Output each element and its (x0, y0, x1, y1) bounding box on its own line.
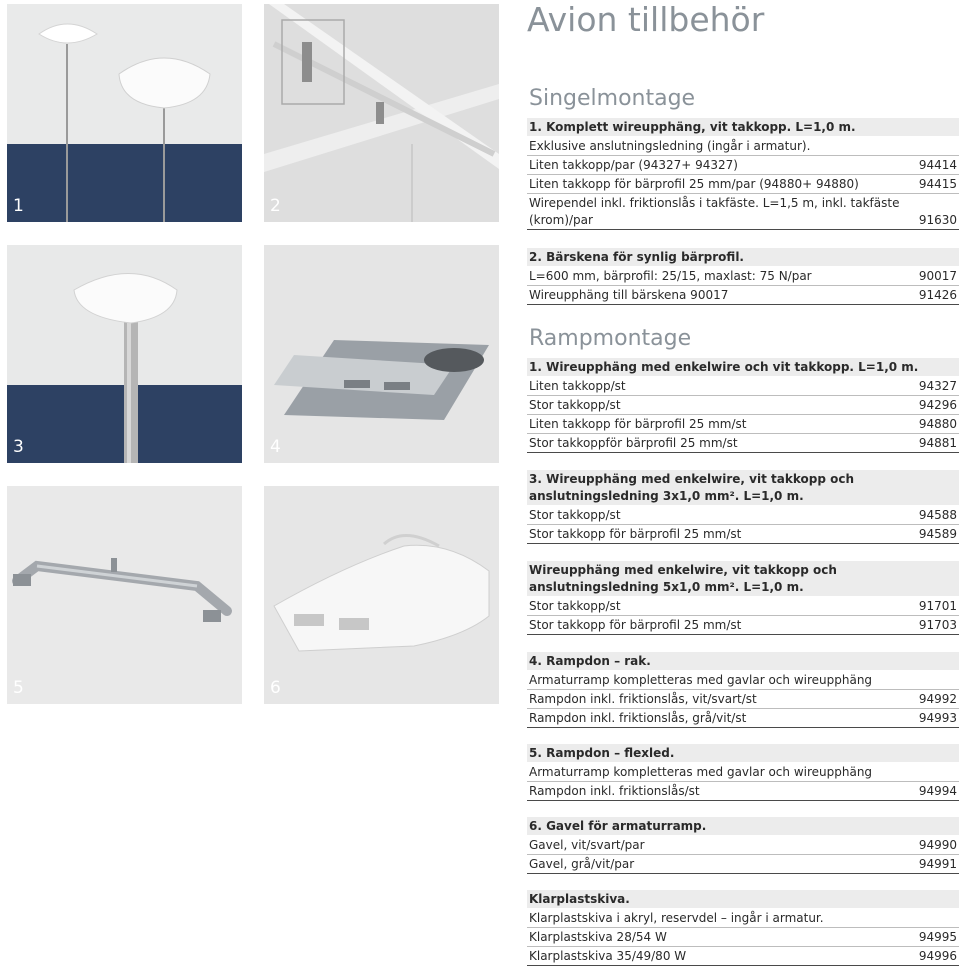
photo-ceiling-rail (264, 4, 499, 222)
article-number: 91426 (918, 288, 957, 302)
article-number: 94992 (918, 692, 957, 706)
article-number: 91701 (918, 599, 957, 613)
photo-ramp-flex (7, 486, 242, 704)
product-group (527, 817, 959, 874)
photo-ramp-straight (264, 245, 499, 463)
group-header: 1. Komplett wireupphäng, vit takkopp. L=1,0 m. (527, 118, 959, 137)
photo-number: 3 (13, 437, 24, 457)
product-group (527, 561, 959, 635)
photo-single-cup (7, 245, 242, 463)
product-row: Rampdon inkl. friktionslås, grå/vit/st 94993 (527, 709, 959, 728)
group-header: 4. Rampdon – rak. (527, 652, 959, 671)
page-title: Avion tillbehör (527, 0, 765, 39)
product-row: Liten takkopp/st 94327 (527, 377, 959, 396)
group-header: 1. Wireupphäng med enkelwire och vit takkopp. L=1,0 m. (527, 358, 959, 377)
product-row: L=600 mm, bärprofil: 25/15, maxlast: 75 N/par 90017 (527, 267, 959, 286)
product-group (527, 652, 959, 728)
group-header: 6. Gavel för armaturramp. (527, 817, 959, 836)
ceiling-cups-image (7, 4, 242, 222)
group-note: Klarplastskiva i akryl, reservdel – ingår i armatur. (527, 909, 959, 928)
section-title-single: Singelmontage (529, 86, 696, 111)
group-note: Armaturramp kompletteras med gavlar och wireupphäng (527, 763, 959, 782)
article-number: 94589 (918, 527, 957, 541)
product-group (527, 470, 959, 544)
group-header: 5. Rampdon – flexled. (527, 744, 959, 763)
product-group (527, 358, 959, 453)
product-row: Stor takkopp/st 94296 (527, 396, 959, 415)
product-row: Stor takkoppför bärprofil 25 mm/st 94881 (527, 434, 959, 453)
product-group (527, 890, 959, 966)
product-row: Liten takkopp/par (94327+ 94327) 94414 (527, 156, 959, 175)
product-row: Stor takkopp/st 94588 (527, 506, 959, 525)
product-row: Wireupphäng till bärskena 90017 91426 (527, 286, 959, 305)
ramp-straight-image (264, 245, 499, 463)
product-group (527, 248, 959, 305)
product-group (527, 744, 959, 801)
article-number: 94880 (918, 417, 957, 431)
article-number: 90017 (918, 269, 957, 283)
article-number: 94991 (918, 857, 957, 871)
product-row: Klarplastskiva 28/54 W 94995 (527, 928, 959, 947)
end-cap-image (264, 486, 499, 704)
article-number: 94415 (918, 177, 957, 191)
product-row: Stor takkopp/st 91701 (527, 597, 959, 616)
product-row: Gavel, vit/svart/par 94990 (527, 836, 959, 855)
group-header: Wireupphäng med enkelwire, vit takkopp och anslutningsledning 5x1,0 mm². L=1,0 m. (527, 561, 959, 597)
product-group (527, 118, 959, 230)
product-row: Liten takkopp för bärprofil 25 mm/st 94880 (527, 415, 959, 434)
article-number: 94994 (918, 784, 957, 798)
photo-end-cap (264, 486, 499, 704)
article-number: 91703 (918, 618, 957, 632)
product-row: Gavel, grå/vit/par 94991 (527, 855, 959, 874)
group-header: 3. Wireupphäng med enkelwire, vit takkopp och anslutningsledning 3x1,0 mm². L=1,0 m. (527, 470, 959, 506)
ceiling-rail-image (264, 4, 499, 222)
photo-number: 4 (270, 437, 281, 457)
product-row: Rampdon inkl. friktionslås/st 94994 (527, 782, 959, 801)
product-row: Stor takkopp för bärprofil 25 mm/st 94589 (527, 525, 959, 544)
article-number: 94990 (918, 838, 957, 852)
single-cup-image (7, 245, 242, 463)
group-header: Klarplastskiva. (527, 890, 959, 909)
photo-number: 5 (13, 678, 24, 698)
product-row: Liten takkopp för bärprofil 25 mm/par (94880+ 94880) 94415 (527, 175, 959, 194)
product-row: Klarplastskiva 35/49/80 W 94996 (527, 947, 959, 966)
article-number: 91630 (918, 213, 957, 227)
section-title-ramp: Rampmontage (529, 326, 692, 351)
article-number: 94996 (918, 949, 957, 963)
article-number: 94993 (918, 711, 957, 725)
photo-number: 2 (270, 196, 281, 216)
article-number: 94414 (918, 158, 957, 172)
photo-number: 1 (13, 196, 24, 216)
article-number: 94881 (918, 436, 957, 450)
product-row: Rampdon inkl. friktionslås, vit/svart/st 94992 (527, 690, 959, 709)
group-header: 2. Bärskena för synlig bärprofil. (527, 248, 959, 267)
group-note: Exklusive anslutningsledning (ingår i armatur). (527, 137, 959, 156)
article-number: 94296 (918, 398, 957, 412)
product-row: Stor takkopp för bärprofil 25 mm/st 91703 (527, 616, 959, 635)
group-note: Armaturramp kompletteras med gavlar och wireupphäng (527, 671, 959, 690)
article-number: 94327 (918, 379, 957, 393)
article-number: 94995 (918, 930, 957, 944)
photo-number: 6 (270, 678, 281, 698)
photo-ceiling-cups (7, 4, 242, 222)
product-row: Wirependel inkl. friktionslås i takfäste. L=1,5 m, inkl. takfäste (krom)/par 91630 (527, 194, 959, 230)
ramp-flex-image (7, 486, 242, 704)
article-number: 94588 (918, 508, 957, 522)
